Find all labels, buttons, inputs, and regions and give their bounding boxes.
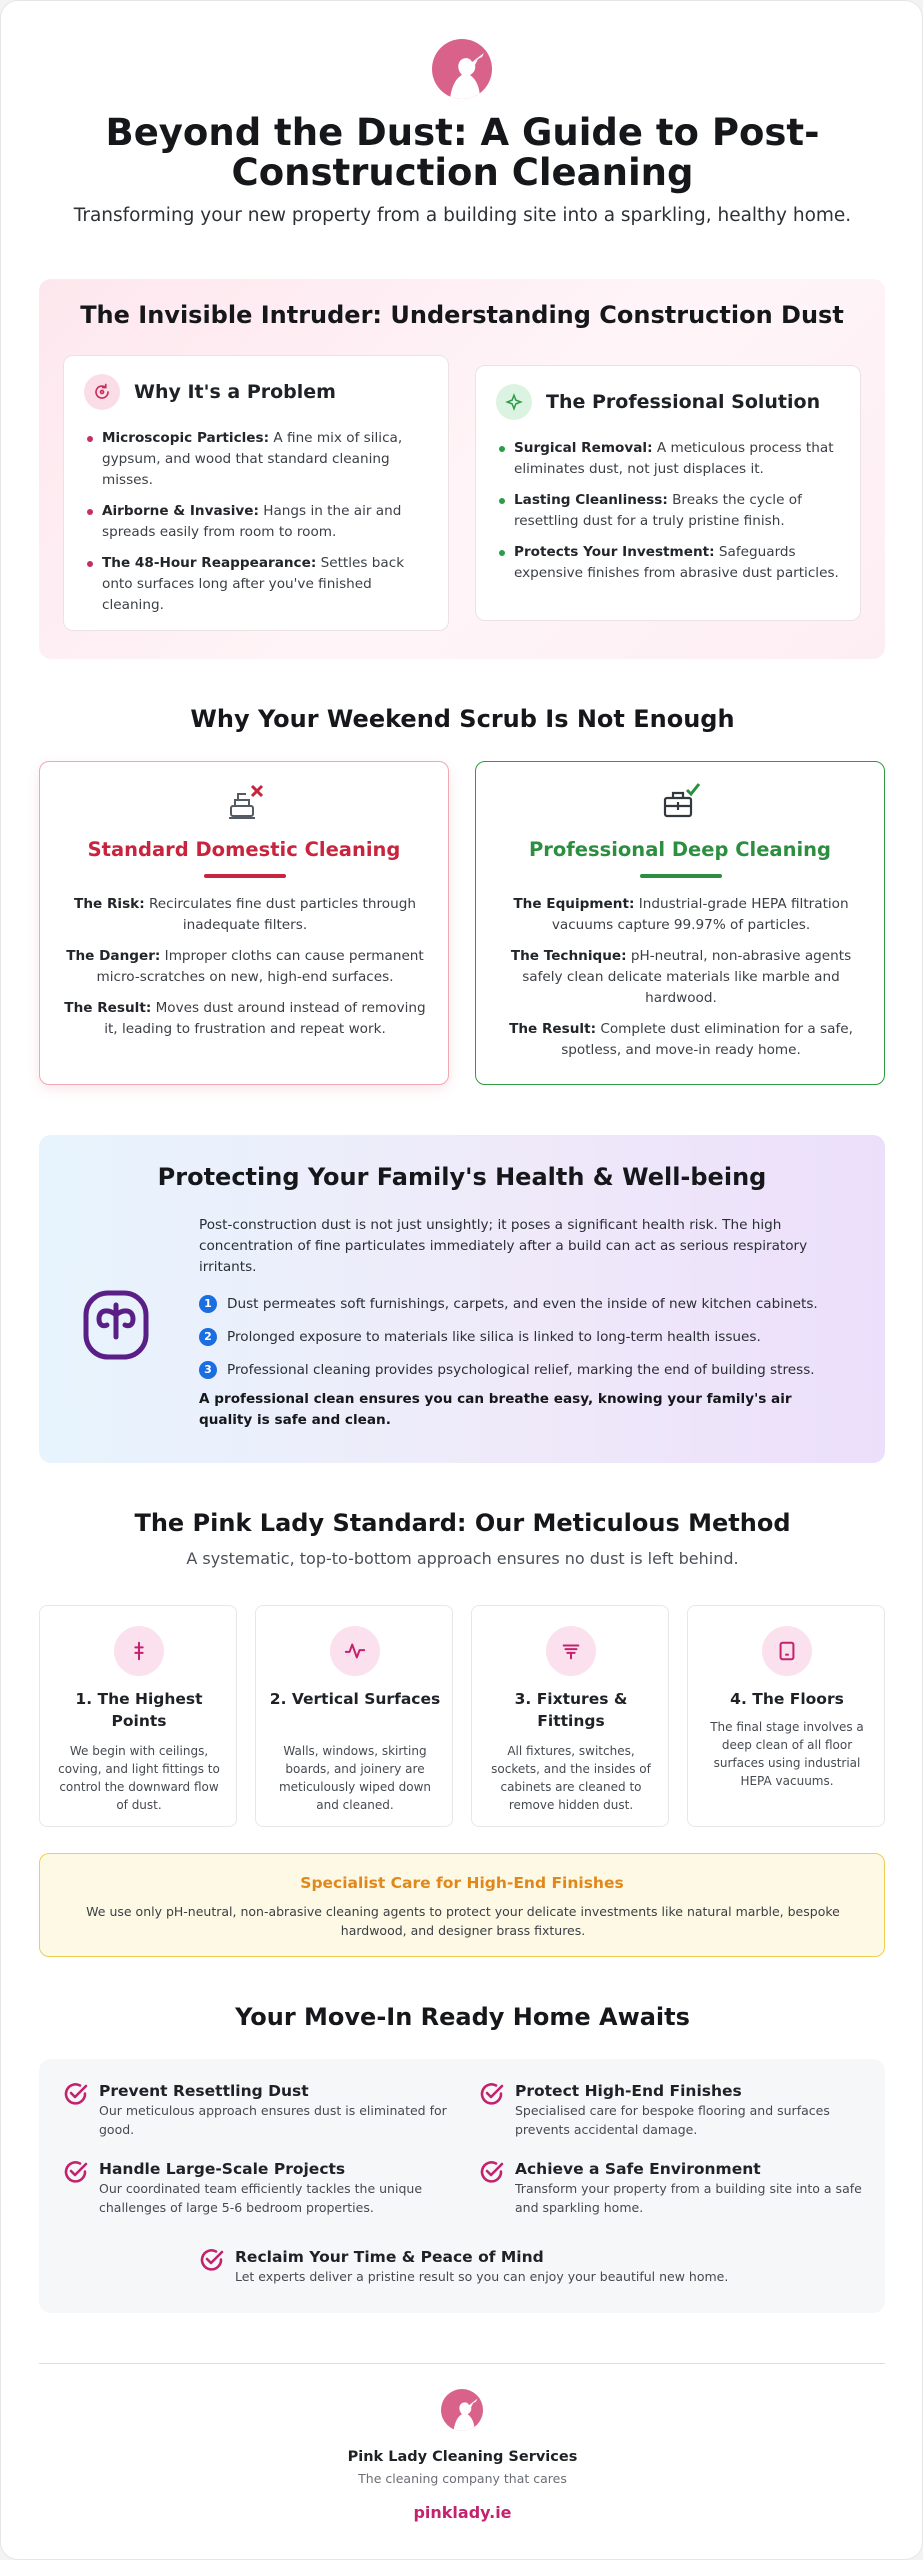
standard-cleaning-card [39, 761, 449, 1085]
solution-panel [475, 365, 861, 621]
title-underline [204, 874, 286, 878]
brand-logo-icon [432, 39, 492, 99]
method-title: The Pink Lady Standard: Our Meticulous Method [134, 1509, 791, 1537]
company-name: Pink Lady Cleaning Services [347, 2449, 578, 2465]
fixture-icon [546, 1626, 596, 1676]
standard-row: The Result: Moves dust around instead of removing it, leading to frustration and repeat work. [64, 1000, 426, 1037]
lungs-icon [81, 1285, 151, 1365]
standard-title: Standard Domestic Cleaning [87, 838, 401, 861]
professional-row: The Equipment: Industrial-grade HEPA filtration vacuums capture 99.97% of particles. [513, 896, 849, 933]
benefit-item: Handle Large-Scale Projects Our coordinated team efficiently tackles the unique challenges of large 5-6 bedroom properties. [63, 2159, 453, 2217]
professional-row: The Technique: pH-neutral, non-abrasive agents safely clean delicate materials like marble and hardwood. [510, 948, 852, 1006]
list-item: Surgical Removal: A meticulous process that eliminates dust, not just displaces it. [514, 438, 844, 480]
method-step: 4. The Floors The final stage involves a deep clean of all floor surfaces using industrial HEPA vacuums. [687, 1605, 885, 1827]
health-points [199, 1293, 859, 1392]
movein-section [39, 2059, 885, 2313]
professional-title: Professional Deep Cleaning [529, 838, 831, 861]
method-step: 1. The Highest Points We begin with ceilings, coving, and light fittings to control the downward flow of dust. [39, 1605, 237, 1827]
health-point: 3 Professional cleaning provides psychological relief, marking the end of building stress. [199, 1359, 859, 1380]
benefit-item: Reclaim Your Time & Peace of Mind Let experts deliver a pristine result so you can enjoy your beautiful new home. [199, 2247, 759, 2286]
circle-check-icon [63, 2081, 89, 2107]
wave-icon [330, 1626, 380, 1676]
list-item: Protects Your Investment: Safeguards expensive finishes from abrasive dust particles. [514, 542, 844, 584]
standard-row: The Danger: Improper cloths can cause permanent micro-scratches on new, high-end surfaces. [66, 948, 424, 985]
list-item: Airborne & Invasive: Hangs in the air and spreads easily from room to room. [102, 501, 432, 543]
health-point: 2 Prolonged exposure to materials like silica is linked to long-term health issues. [199, 1326, 859, 1347]
specialist-desc: We use only pH-neutral, non-abrasive cleaning agents to protect your delicate investments like natural marble, bespoke hardwood, and designer brass fixtures. [86, 1904, 840, 1938]
page-subtitle: Transforming your new property from a building site into a sparkling, healthy home. [73, 205, 852, 226]
method-subtitle: A systematic, top-to-bottom approach ensures no dust is left behind. [186, 1549, 739, 1568]
list-item: The 48-Hour Reappearance: Settles back onto surfaces long after you've finished cleaning. [102, 553, 432, 616]
intruder-section [39, 279, 885, 659]
solution-title: The Professional Solution [546, 391, 821, 413]
list-item: Microscopic Particles: A fine mix of silica, gypsum, and wood that standard cleaning misses. [102, 428, 432, 491]
company-tagline: The cleaning company that cares [358, 2471, 567, 2486]
cleaning-cross-icon [223, 780, 267, 824]
specialist-title: Specialist Care for High-End Finishes [300, 1874, 624, 1892]
refresh-icon [84, 374, 120, 410]
health-point: 1 Dust permeates soft furnishings, carpets, and even the inside of new kitchen cabinets. [199, 1293, 859, 1314]
footer-divider [39, 2363, 885, 2364]
intruder-title: The Invisible Intruder: Understanding Construction Dust [80, 301, 844, 329]
circle-check-icon [479, 2081, 505, 2107]
solution-list [514, 438, 844, 594]
benefit-item: Achieve a Safe Environment Transform your property from a building site into a safe and sparkling home. [479, 2159, 869, 2217]
standard-row: The Risk: Recirculates fine dust particles through inadequate filters. [74, 896, 416, 933]
health-closing: A professional clean ensures you can breathe easy, knowing your family's air quality is safe and clean. [199, 1391, 792, 1428]
toolbox-check-icon [659, 780, 703, 824]
sparkle-icon [496, 384, 532, 420]
footer-logo-icon [441, 2389, 483, 2431]
floor-icon [762, 1626, 812, 1676]
problem-panel [63, 355, 449, 631]
method-step: 2. Vertical Surfaces Walls, windows, skirting boards, and joinery are meticulously wiped down and cleaned. [255, 1605, 453, 1827]
health-title: Protecting Your Family's Health & Well-being [157, 1163, 767, 1191]
specialist-callout [39, 1853, 885, 1957]
circle-check-icon [199, 2247, 225, 2273]
title-underline [640, 874, 722, 878]
professional-cleaning-card [475, 761, 885, 1085]
health-section [39, 1135, 885, 1463]
health-intro: Post-construction dust is not just unsightly; it poses a significant health risk. The high concentration of fine particulates immediately after a build can act as serious respiratory irritants. [199, 1217, 808, 1275]
benefit-item: Protect High-End Finishes Specialised care for bespoke flooring and surfaces prevents accidental damage. [479, 2081, 869, 2139]
list-item: Lasting Cleanliness: Breaks the cycle of resettling dust for a truly pristine finish. [514, 490, 844, 532]
professional-row: The Result: Complete dust elimination for a safe, spotless, and move-in ready home. [509, 1021, 853, 1058]
ceiling-icon [114, 1626, 164, 1676]
page-title: Beyond the Dust: A Guide to Post-Construction Cleaning [105, 111, 820, 194]
circle-check-icon [479, 2159, 505, 2185]
movein-title: Your Move-In Ready Home Awaits [235, 2003, 690, 2031]
problem-title: Why It's a Problem [134, 381, 336, 403]
website-link[interactable]: pinklady.ie [413, 2503, 512, 2522]
circle-check-icon [63, 2159, 89, 2185]
problem-list [102, 428, 432, 626]
comparison-title: Why Your Weekend Scrub Is Not Enough [190, 705, 735, 733]
method-step: 3. Fixtures & Fittings All fixtures, switches, sockets, and the insides of cabinets are cleaned to remove hidden dust. [471, 1605, 669, 1827]
benefit-item: Prevent Resettling Dust Our meticulous approach ensures dust is eliminated for good. [63, 2081, 453, 2139]
